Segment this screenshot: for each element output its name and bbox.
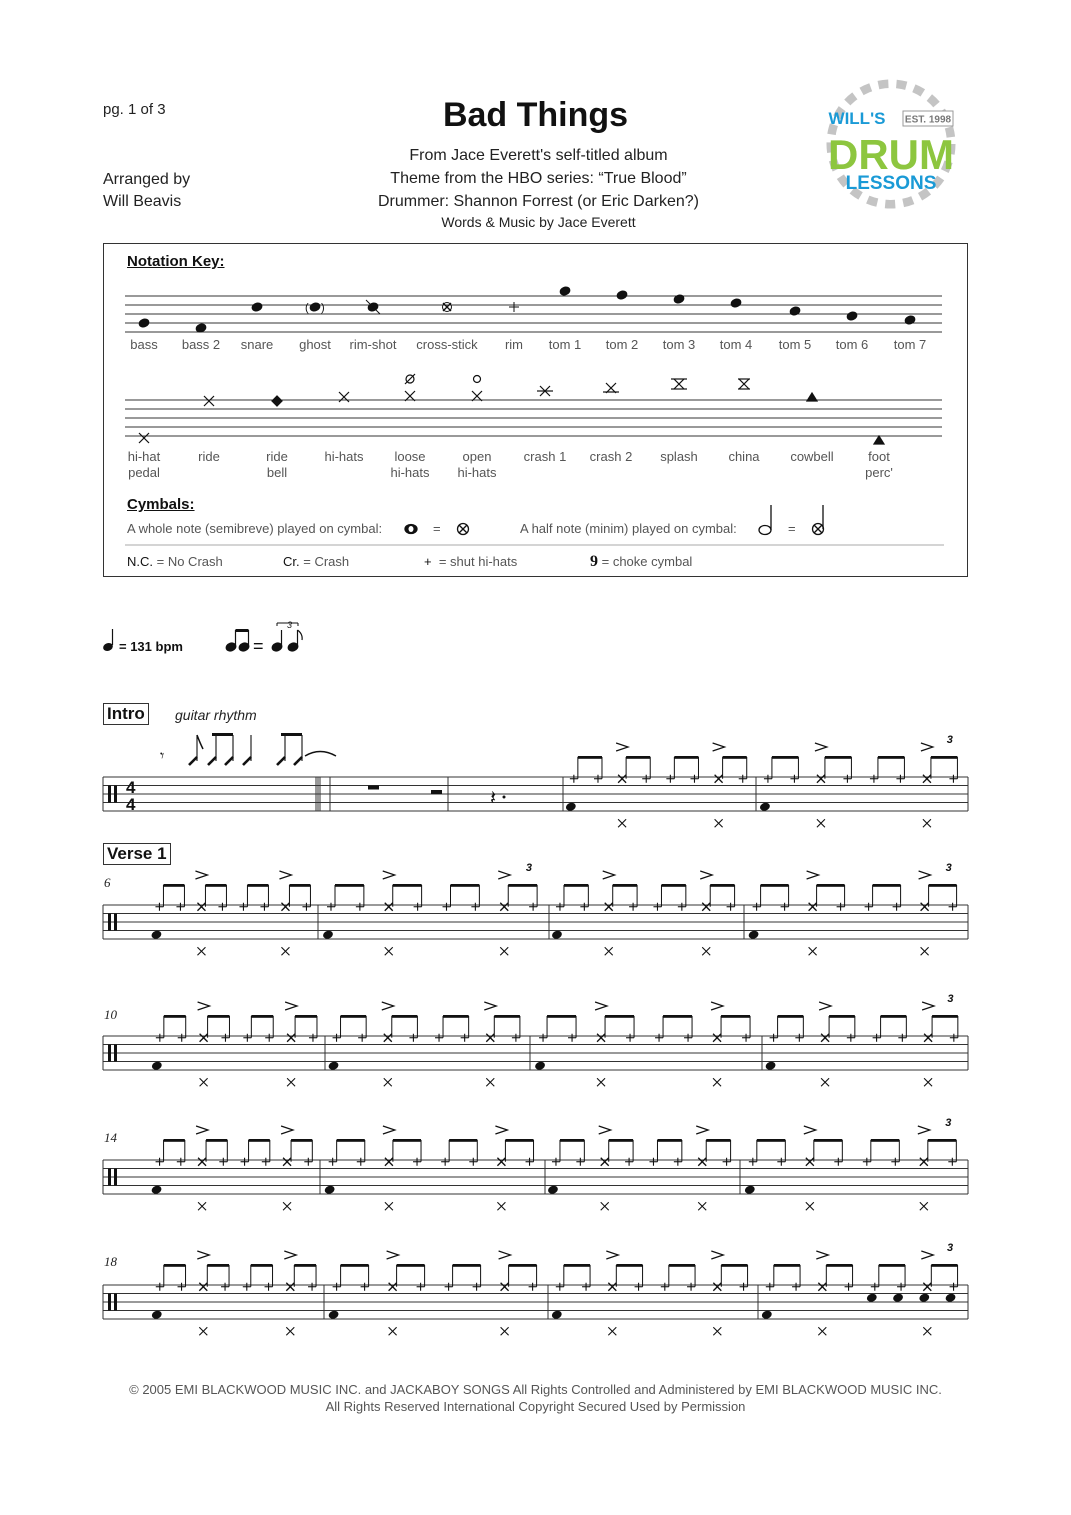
accent-icon bbox=[616, 743, 628, 751]
key-label-bass-2: bass 2 bbox=[181, 337, 221, 352]
beam bbox=[453, 1264, 481, 1267]
beam bbox=[626, 756, 650, 759]
legend-nc-symbol: N.C. bbox=[127, 554, 153, 569]
half-note-equals: = bbox=[788, 521, 796, 536]
beam bbox=[757, 1139, 786, 1142]
accent-icon bbox=[606, 1251, 618, 1259]
bass-drum-note bbox=[759, 801, 771, 812]
legend-nc-text: = No Crash bbox=[156, 554, 223, 569]
key-label-tom-1: tom 1 bbox=[548, 337, 582, 352]
measure-number: 14 bbox=[104, 1130, 117, 1145]
accent-icon bbox=[919, 871, 931, 879]
bass-drum-note bbox=[534, 1060, 546, 1071]
beam bbox=[928, 1139, 957, 1142]
accent-icon bbox=[197, 1251, 209, 1259]
key-label-tom-7: tom 7 bbox=[893, 337, 927, 352]
key-cymbal-label-line: bell bbox=[266, 465, 288, 480]
rhythm-slash bbox=[277, 757, 285, 765]
accent-icon bbox=[713, 743, 725, 751]
beam bbox=[825, 756, 852, 759]
accent-icon bbox=[484, 1002, 496, 1010]
beam bbox=[817, 884, 845, 887]
tuplet-number: 3 bbox=[946, 734, 953, 746]
subtitle-drummer: Drummer: Shannon Forrest (or Eric Darken?) bbox=[378, 193, 699, 210]
key-label-snare: snare bbox=[240, 337, 274, 352]
beam bbox=[564, 1264, 590, 1267]
snare-note bbox=[945, 1292, 957, 1303]
beam bbox=[723, 756, 747, 759]
accent-icon bbox=[711, 1002, 723, 1010]
time-sig-top: 4 bbox=[126, 778, 136, 797]
bass-drum-note bbox=[322, 929, 334, 940]
percussion-clef-icon bbox=[114, 1294, 117, 1311]
beam bbox=[871, 1139, 900, 1142]
time-sig-bottom: 4 bbox=[126, 795, 136, 814]
beam bbox=[251, 1264, 273, 1267]
key-cymbal-label-line: open bbox=[462, 449, 492, 464]
staff-system bbox=[103, 862, 968, 955]
key-cymbal-label-line: perc' bbox=[865, 465, 893, 480]
legend-cr-text: = Crash bbox=[303, 554, 350, 569]
bass-drum-note bbox=[551, 929, 563, 940]
key-cymbal-label-line: pedal bbox=[128, 465, 160, 480]
logo-drum: DRUM bbox=[828, 131, 954, 178]
percussion-clef-icon bbox=[114, 1169, 117, 1186]
page-number: pg. 1 of 3 bbox=[103, 101, 166, 118]
accent-icon bbox=[281, 1126, 293, 1134]
beam bbox=[251, 1015, 273, 1018]
beam bbox=[509, 1264, 537, 1267]
key-label-tom-2: tom 2 bbox=[605, 337, 639, 352]
whole-rest-icon bbox=[368, 786, 379, 790]
beam bbox=[208, 1015, 230, 1018]
beam bbox=[164, 1139, 185, 1142]
beam bbox=[508, 884, 537, 887]
beam bbox=[881, 1015, 907, 1018]
accent-icon bbox=[603, 871, 615, 879]
rhythm-slash bbox=[225, 757, 233, 765]
arranger-name: Will Beavis bbox=[103, 193, 182, 210]
beam bbox=[616, 1264, 642, 1267]
key-cymbal-label-line: hi-hat bbox=[127, 449, 161, 464]
staff-system bbox=[103, 1242, 968, 1335]
logo-wills: WILL'S bbox=[828, 109, 886, 128]
quarter-rest-icon: 𝄽 bbox=[490, 787, 497, 810]
accent-icon bbox=[495, 1126, 507, 1134]
beam bbox=[247, 884, 268, 887]
bass-drum-note bbox=[748, 929, 760, 940]
accent-icon bbox=[700, 871, 712, 879]
bass-drum-note bbox=[328, 1309, 340, 1320]
accent-icon bbox=[284, 1251, 296, 1259]
whole-note-text: A whole note (semibreve) played on cymbal: bbox=[127, 521, 383, 536]
accent-icon bbox=[921, 743, 933, 751]
beam bbox=[392, 1015, 418, 1018]
beam bbox=[206, 1139, 227, 1142]
key-cymbal-label-line: loose bbox=[394, 449, 426, 464]
section-intro: Intro bbox=[103, 703, 149, 725]
beam bbox=[774, 1264, 800, 1267]
percussion-clef-icon bbox=[114, 1045, 117, 1062]
beam bbox=[335, 884, 364, 887]
key-label-tom-4: tom 4 bbox=[719, 337, 753, 352]
accent-icon bbox=[383, 1126, 395, 1134]
beam bbox=[878, 756, 905, 759]
key-label-rim-shot: rim-shot bbox=[349, 337, 397, 352]
beam bbox=[761, 884, 789, 887]
bass-drum-note bbox=[150, 929, 162, 940]
arranged-label: Arranged by bbox=[103, 171, 191, 188]
beam bbox=[605, 1015, 634, 1018]
bass-drum-note bbox=[765, 1060, 777, 1071]
beam bbox=[661, 884, 685, 887]
ghost-paren-left: ( bbox=[305, 302, 309, 314]
copyright-line-2: All Rights Reserved International Copyright Secured Used by Permission bbox=[325, 1399, 746, 1414]
accent-icon bbox=[498, 871, 510, 879]
beam bbox=[163, 884, 184, 887]
measure-number: 18 bbox=[104, 1254, 117, 1269]
key-cymbal-label-line: ride bbox=[266, 449, 288, 464]
swing-equals: = bbox=[253, 636, 264, 656]
staff-system bbox=[103, 733, 968, 827]
key-cymbal-label-line: hi-hats bbox=[324, 449, 364, 464]
beam bbox=[560, 1139, 584, 1142]
notation-key-heading: Notation Key: bbox=[127, 253, 225, 270]
accent-icon bbox=[815, 743, 827, 751]
key-cymbal-label-line: crash 1 bbox=[523, 449, 567, 464]
subtitle-album: From Jace Everett's self-titled album bbox=[409, 147, 668, 164]
percussion-clef-icon bbox=[108, 786, 111, 803]
tuplet-number: 3 bbox=[947, 1242, 954, 1254]
beam bbox=[932, 1015, 958, 1018]
flag-icon bbox=[197, 735, 203, 749]
subtitle-theme: Theme from the HBO series: “True Blood” bbox=[390, 170, 687, 187]
beam bbox=[291, 1139, 312, 1142]
swing-triplet: 3 bbox=[287, 620, 293, 630]
legend-choke-text: = choke cymbal bbox=[601, 554, 693, 569]
accent-icon bbox=[599, 1126, 611, 1134]
copyright-line-1: © 2005 EMI BLACKWOOD MUSIC INC. and JACKABOY SONGS All Rights Controlled and Administered by EMI BLACKWOOD MUSIC INC. bbox=[129, 1382, 942, 1397]
accent-icon bbox=[816, 1251, 828, 1259]
beam bbox=[657, 1139, 681, 1142]
beam bbox=[778, 1015, 804, 1018]
accent-icon bbox=[285, 1002, 297, 1010]
beam bbox=[772, 756, 799, 759]
ghost-paren-right: ) bbox=[321, 302, 325, 314]
key-label-ghost: ghost bbox=[299, 337, 331, 352]
beam bbox=[609, 1139, 633, 1142]
tuplet-number: 3 bbox=[525, 862, 533, 874]
bass-drum-note bbox=[328, 1060, 340, 1071]
beam bbox=[494, 1015, 520, 1018]
key-label-tom-3: tom 3 bbox=[662, 337, 696, 352]
bass-drum-note bbox=[551, 1309, 563, 1320]
beam bbox=[879, 1264, 905, 1267]
song-title: Bad Things bbox=[442, 96, 629, 134]
beam bbox=[721, 1015, 750, 1018]
beam bbox=[674, 756, 698, 759]
accent-icon bbox=[198, 1002, 210, 1010]
rhythm-slash bbox=[243, 757, 251, 765]
measure-number: 6 bbox=[104, 875, 111, 890]
bass-drum-note bbox=[151, 1060, 163, 1071]
key-label-tom-6: tom 6 bbox=[835, 337, 869, 352]
logo-lessons: LESSONS bbox=[845, 173, 937, 194]
key-label-rim: rim bbox=[504, 337, 524, 352]
beam bbox=[710, 884, 734, 887]
beam bbox=[931, 1264, 957, 1267]
tuplet-number: 3 bbox=[945, 862, 952, 874]
beam bbox=[669, 1264, 695, 1267]
percussion-clef-icon bbox=[108, 1169, 111, 1186]
percussion-clef-icon bbox=[108, 1045, 111, 1062]
guitar-rhythm-annotation: guitar rhythm bbox=[175, 707, 257, 723]
beam bbox=[931, 756, 958, 759]
beam bbox=[294, 1264, 316, 1267]
logo-badge: EST. 1998 bbox=[904, 114, 952, 126]
beam bbox=[295, 1015, 317, 1018]
accent-icon bbox=[387, 1251, 399, 1259]
percussion-clef-icon bbox=[114, 786, 117, 803]
beam bbox=[578, 756, 602, 759]
beam bbox=[249, 1139, 270, 1142]
snare-note bbox=[892, 1292, 904, 1303]
rhythm-slash bbox=[208, 757, 216, 765]
beam bbox=[929, 884, 957, 887]
beam bbox=[205, 884, 226, 887]
legend-plus-text: = shut hi-hats bbox=[438, 554, 518, 569]
beam bbox=[547, 1015, 576, 1018]
beam bbox=[289, 884, 310, 887]
accent-icon bbox=[921, 1251, 933, 1259]
accent-icon bbox=[711, 1251, 723, 1259]
tempo-text: = 131 bpm bbox=[119, 639, 183, 654]
half-note-text: A half note (minim) played on cymbal: bbox=[520, 521, 737, 536]
rhythm-slash bbox=[294, 757, 302, 765]
staff-system bbox=[103, 993, 968, 1086]
beam bbox=[341, 1015, 367, 1018]
beam bbox=[663, 1015, 692, 1018]
key-cymbal-label-line: hi-hats bbox=[390, 465, 430, 480]
accent-icon bbox=[819, 1002, 831, 1010]
legend-cr-symbol: Cr. bbox=[283, 554, 300, 569]
key-cymbal-label-line: cowbell bbox=[790, 449, 834, 464]
rhythm-slash bbox=[189, 757, 197, 765]
bass-drum-note bbox=[151, 1309, 163, 1320]
accent-icon bbox=[279, 871, 291, 879]
beam bbox=[450, 884, 479, 887]
bass-drum-note bbox=[547, 1184, 559, 1195]
beam bbox=[397, 1264, 425, 1267]
bass-drum-note bbox=[565, 801, 577, 812]
tie-icon bbox=[305, 752, 336, 757]
eighth-rest-icon: 𝄾 bbox=[160, 748, 165, 765]
accent-icon bbox=[382, 1002, 394, 1010]
accent-icon bbox=[499, 1251, 511, 1259]
accent-icon bbox=[922, 1002, 934, 1010]
beam bbox=[721, 1264, 747, 1267]
accent-icon bbox=[196, 1126, 208, 1134]
beam bbox=[829, 1015, 855, 1018]
key-cymbal-label-line: ride bbox=[198, 449, 220, 464]
tuplet-number: 3 bbox=[947, 993, 954, 1005]
key-cymbal-label-line: crash 2 bbox=[589, 449, 633, 464]
beam bbox=[443, 1015, 469, 1018]
tuplet-number: 3 bbox=[945, 1117, 952, 1129]
section-verse-1: Verse 1 bbox=[103, 843, 171, 865]
key-cymbal-label-line: china bbox=[728, 449, 760, 464]
accent-icon bbox=[195, 871, 207, 879]
whole-note-equals: = bbox=[433, 521, 441, 536]
accent-icon bbox=[804, 1126, 816, 1134]
bass-drum-note bbox=[744, 1184, 756, 1195]
beam bbox=[613, 884, 637, 887]
beam bbox=[341, 1264, 369, 1267]
accent-icon bbox=[918, 1126, 930, 1134]
snare-note bbox=[866, 1292, 878, 1303]
beam bbox=[164, 1015, 186, 1018]
key-label-bass: bass bbox=[130, 337, 158, 352]
accent-icon bbox=[696, 1126, 708, 1134]
beam bbox=[505, 1139, 533, 1142]
bass-drum-note bbox=[151, 1184, 163, 1195]
beam bbox=[564, 884, 588, 887]
choke-symbol-icon: 9 bbox=[590, 553, 598, 570]
key-cymbal-label-line: splash bbox=[660, 449, 698, 464]
beam bbox=[337, 1139, 365, 1142]
beam bbox=[873, 884, 901, 887]
beam bbox=[393, 884, 422, 887]
accent-icon bbox=[807, 871, 819, 879]
beam bbox=[814, 1139, 843, 1142]
percussion-clef-icon bbox=[114, 914, 117, 931]
measure-number: 10 bbox=[104, 1007, 117, 1022]
key-label-tom-5: tom 5 bbox=[778, 337, 812, 352]
accent-icon bbox=[595, 1002, 607, 1010]
snare-note bbox=[918, 1292, 930, 1303]
staff-system bbox=[103, 1117, 968, 1210]
legend-plus-symbol: + bbox=[424, 554, 432, 569]
beam bbox=[164, 1264, 186, 1267]
percussion-clef-icon bbox=[108, 914, 111, 931]
beam bbox=[826, 1264, 852, 1267]
key-cymbal-label-line: hi-hats bbox=[457, 465, 497, 480]
beam bbox=[281, 733, 302, 736]
beam bbox=[449, 1139, 477, 1142]
bass-drum-note bbox=[761, 1309, 773, 1320]
percussion-clef-icon bbox=[108, 1294, 111, 1311]
half-rest-icon bbox=[431, 790, 442, 794]
beam bbox=[229, 733, 233, 736]
bass-drum-note bbox=[324, 1184, 336, 1195]
subtitle-credits: Words & Music by Jace Everett bbox=[441, 214, 636, 230]
cymbals-heading: Cymbals: bbox=[127, 496, 195, 513]
beam bbox=[706, 1139, 730, 1142]
beam bbox=[393, 1139, 421, 1142]
beam bbox=[207, 1264, 229, 1267]
key-label-cross-stick: cross-stick bbox=[416, 337, 478, 352]
accent-icon bbox=[383, 871, 395, 879]
key-cymbal-label-line: foot bbox=[868, 449, 890, 464]
dot bbox=[503, 796, 506, 799]
